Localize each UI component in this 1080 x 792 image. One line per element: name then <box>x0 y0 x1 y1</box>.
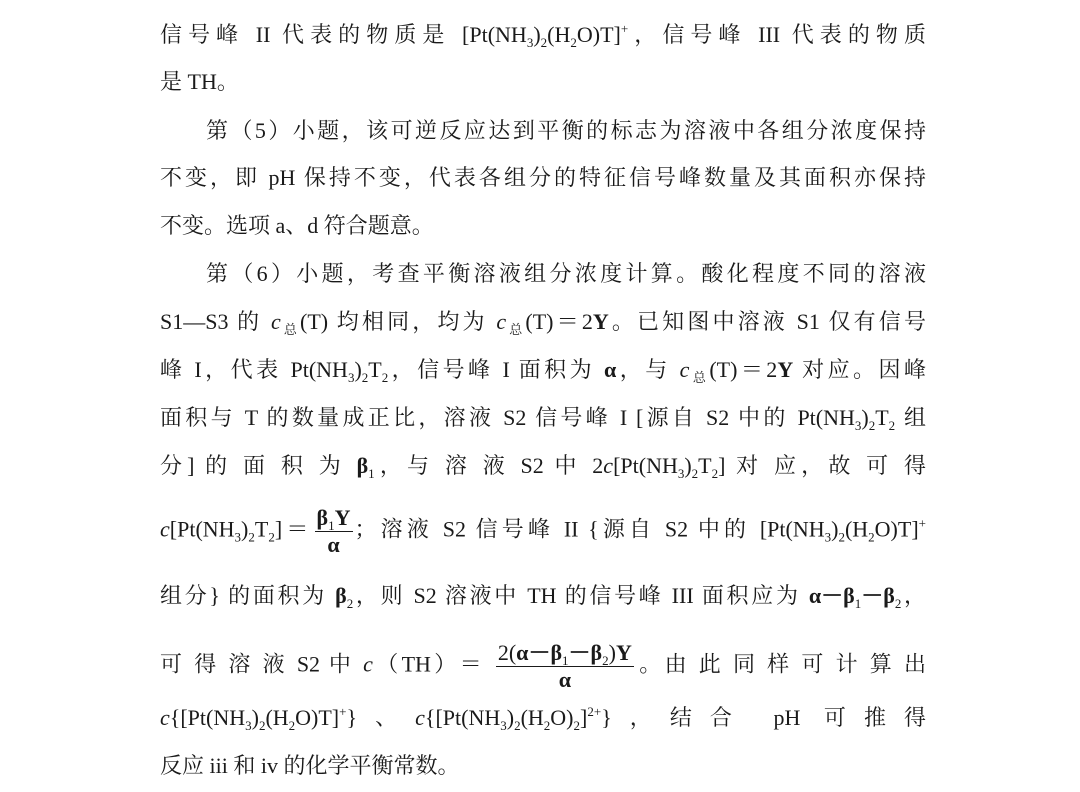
text-run: O)T] <box>295 705 340 730</box>
subscript: 2 <box>602 653 609 668</box>
bold-symbol: Y <box>777 357 794 382</box>
subscript: 2 <box>540 35 548 50</box>
subscript: 3 <box>854 418 862 433</box>
text-run: 峰 I，代表 Pt(NH <box>160 357 348 382</box>
superscript: 2+ <box>587 704 602 719</box>
text-run: ) <box>608 640 616 665</box>
text-run: {[Pt(NH <box>424 705 501 730</box>
text-line <box>160 581 926 611</box>
text-run: [Pt(NH <box>613 453 678 478</box>
text-line <box>160 307 926 337</box>
text-run: ) <box>251 705 259 730</box>
subscript: 2 <box>711 466 719 481</box>
text-run: (H <box>265 705 289 730</box>
subscript: 2 <box>868 529 875 545</box>
text-run: S1—S3 的 <box>160 309 271 334</box>
subscript: 3 <box>677 466 685 481</box>
fraction <box>315 505 353 558</box>
subscript: 2 <box>288 718 296 733</box>
text-run: 面积与 T 的数量成正比，溶液 S2 信号峰 I [源自 S2 中的 Pt(NH <box>160 405 855 430</box>
text-line <box>160 163 926 193</box>
text-line <box>160 403 926 433</box>
text-run: ，与 溶 液 S2 中 2 <box>374 453 604 478</box>
text-run: ) <box>241 516 249 542</box>
text-line <box>160 703 926 733</box>
superscript: + <box>339 704 347 719</box>
text-line <box>160 67 926 97</box>
text-run: 可 得 溶 液 S2 中 <box>160 651 364 677</box>
superscript: + <box>918 515 926 531</box>
bold-symbol: α－β <box>516 640 563 665</box>
subscript: 2 <box>888 418 896 433</box>
subscript: 3 <box>526 35 534 50</box>
subscript: 3 <box>234 529 242 545</box>
text-run: [Pt(NH <box>169 516 235 542</box>
superscript: + <box>620 21 629 36</box>
fraction-numerator <box>315 505 353 532</box>
text-run: 第（6）小题，考查平衡溶液组分浓度计算。酸化程度不同的溶液 <box>206 261 926 286</box>
text-run: ；溶液 S2 信号峰 II {源自 S2 中的 [Pt(NH <box>354 516 825 542</box>
subscript: 1 <box>328 518 335 533</box>
italic-symbol: c <box>160 516 170 542</box>
text-run: 信号峰 II 代表的物质是 [Pt(NH <box>160 22 527 47</box>
subscript: 1 <box>368 466 375 481</box>
italic-symbol: c <box>363 651 373 677</box>
text-run: 不变。选项 a、d 符合题意。 <box>160 213 434 238</box>
subscript: 1 <box>562 653 569 668</box>
text-line <box>160 20 926 50</box>
text-run: ，信号峰 I 面积为 <box>388 357 605 382</box>
subscript: 3 <box>347 370 355 385</box>
bold-symbol: －β <box>568 640 603 665</box>
italic-symbol: c <box>496 309 507 334</box>
text-run: 反应 iii 和 iv 的化学平衡常数。 <box>160 753 460 778</box>
bold-symbol: Y <box>334 505 351 530</box>
text-run: （TH）＝ <box>372 651 494 677</box>
subscript: 2 <box>894 596 902 611</box>
bold-symbol: α <box>327 532 340 557</box>
text-run: ， <box>901 583 927 608</box>
text-run: T <box>368 357 382 382</box>
subscript: 2 <box>258 718 266 733</box>
text-line <box>160 451 926 481</box>
text-run: 第（5）小题，该可逆反应达到平衡的标志为溶液中各组分浓度保持 <box>206 118 926 143</box>
text-run: 组分} 的面积为 <box>160 583 336 608</box>
italic-symbol: c <box>270 309 281 334</box>
text-run: ) <box>506 705 515 730</box>
subscript: 2 <box>691 466 699 481</box>
text-run: ) <box>354 357 362 382</box>
subscript: 总 <box>689 370 710 385</box>
text-run: 是 TH。 <box>160 69 239 94</box>
bold-symbol: α <box>604 357 617 382</box>
text-run: 不变，即 pH 保持不变，代表各组分的特征信号峰数量及其面积亦保持 <box>160 165 926 190</box>
subscript: 总 <box>280 322 301 337</box>
text-line <box>160 640 926 693</box>
text-line <box>160 355 926 385</box>
subscript: 1 <box>854 596 862 611</box>
text-run: O)T] <box>874 516 919 542</box>
text-run: T <box>254 516 269 542</box>
text-run: ]＝ <box>274 516 313 542</box>
text-run: }，结合 pH 可推得 <box>601 705 926 730</box>
subscript: 3 <box>500 718 507 733</box>
text-run: ) <box>861 405 869 430</box>
text-run: 对应。因峰 <box>793 357 926 382</box>
subscript: 2 <box>514 718 521 733</box>
bold-symbol: α <box>558 667 571 692</box>
text-run: ，则 S2 溶液中 TH 的信号峰 III 面积应为 <box>353 583 809 608</box>
text-line <box>160 211 926 241</box>
subscript: 2 <box>381 370 389 385</box>
text-run: (H <box>520 705 544 730</box>
text-run: O) <box>550 705 574 730</box>
text-run: 分] 的 面 积 为 <box>160 453 357 478</box>
bold-symbol: Y <box>615 640 632 665</box>
text-run: 2( <box>497 640 517 665</box>
text-run: {[Pt(NH <box>169 705 246 730</box>
fraction-denominator <box>496 667 634 693</box>
italic-symbol: c <box>160 705 170 730</box>
text-run: T <box>698 453 712 478</box>
text-line <box>160 116 926 146</box>
bold-symbol: Y <box>592 309 609 334</box>
subscript: 2 <box>346 596 354 611</box>
fraction-denominator <box>315 532 353 558</box>
subscript: 2 <box>868 418 876 433</box>
subscript: 2 <box>543 718 551 733</box>
subscript: 2 <box>248 529 255 545</box>
fraction <box>496 640 634 693</box>
text-run: ] 对 应，故 可 得 <box>718 453 927 478</box>
italic-symbol: c <box>679 357 690 382</box>
bold-symbol: －β <box>861 583 895 608</box>
text-line <box>160 505 926 558</box>
text-run: }、 <box>346 705 416 730</box>
subscript: 2 <box>570 35 577 50</box>
text-run: ] <box>580 705 588 730</box>
subscript: 2 <box>268 529 275 545</box>
text-run: (T)＝2 <box>709 357 778 382</box>
text-run: (H <box>547 22 571 47</box>
fraction-numerator <box>496 640 634 667</box>
text-run: ，与 <box>616 357 680 382</box>
subscript: 总 <box>506 322 526 337</box>
text-run: ) <box>684 453 692 478</box>
subscript: 2 <box>361 370 369 385</box>
text-run: ，信号峰 III 代表的物质 <box>628 22 926 47</box>
text-run: (H <box>844 516 869 542</box>
subscript: 3 <box>245 718 252 733</box>
bold-symbol: β <box>316 505 329 530</box>
text-run: T <box>875 405 889 430</box>
text-run: (T)＝2 <box>525 309 593 334</box>
italic-symbol: c <box>415 705 425 730</box>
italic-symbol: c <box>603 453 614 478</box>
text-run: (T) 均相同，均为 <box>300 309 497 334</box>
text-line <box>160 259 926 289</box>
text-run: 组 <box>895 405 926 430</box>
text-run: 。由 此 同 样 可 计 算 出 <box>635 651 926 677</box>
text-run: ) <box>533 22 541 47</box>
text-run: O)T] <box>576 22 621 47</box>
subscript: 3 <box>824 529 832 545</box>
text-run: 。已知图中溶液 S1 仅有信号 <box>608 309 926 334</box>
subscript: 2 <box>573 718 581 733</box>
bold-symbol: α－β <box>808 583 855 608</box>
text-run: ) <box>831 516 839 542</box>
bold-symbol: β <box>356 453 369 478</box>
text-line <box>160 751 926 781</box>
bold-symbol: β <box>335 583 347 608</box>
subscript: 2 <box>838 529 845 545</box>
